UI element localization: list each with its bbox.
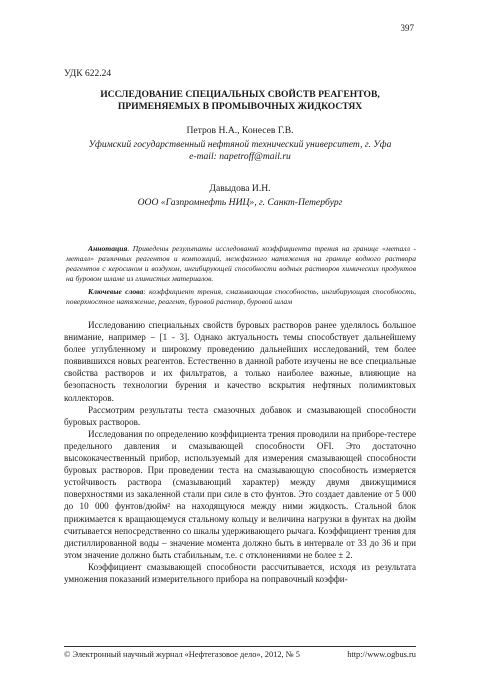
paragraph: Рассмотрим результаты теста смазочных добавок и смазывающей способности буровых растворов.: [64, 404, 416, 427]
body-text: [64, 319, 416, 585]
paragraph: Исследованию специальных свойств буровых растворов ранее уделялось большое внимание, например – [1 - 3]. Однако актуальность темы способствует дальнейшему более углубленному и широкому проведению дальнейших исследований, тем более появившихся новых реагентов. Естественно в данной работе изучены не все специальные свойства растворов и их фильтратов, а только наиболее важные, влияющие на безопасность технологии бурения и качество вскрытия нефтяных полимиктовых коллекторов.: [64, 320, 416, 403]
affiliation-1: Уфимский государственный нефтяной технический университет, г. Уфа: [88, 139, 392, 150]
paragraph: Исследования по определению коэффициента трения проводили на приборе-тестере предельного давления и смазывающей способности OFI. Это достаточно высококачественный прибор, используемый для измерения смазывающей способности буровых растворов. При проведении теста на смазывающую способность измеряется устойчивость раствора (смазывающий характер) между двумя движущимися поверхностями из закаленной стали при силе в сто фунтов. Это создает давление от 5 000 до 10 000 фунтов/дюйм² на находящуюся между ними жидкость. Стальной блок прижимается к вращающемуся стальному кольцу и величина нагрузки в фунтах на дюйм считывается непосредственно со шкалы удерживающего рычага. Коэффициент трения для дистиллированной воды – значение момента должно быть в интервале от 33 до 36 и при этом значение должно быть стабильным, т.е. с отклонениями не более ± 2.: [64, 428, 416, 560]
authors-1: Петров Н.А., Конесев Г.В.: [186, 125, 294, 136]
keywords: [66, 287, 416, 307]
footer: [64, 650, 416, 659]
footer-url[interactable]: http://www.ogbus.ru: [347, 650, 416, 659]
page-number: 397: [400, 23, 414, 33]
abstract: [66, 244, 416, 284]
author-block-1: [64, 125, 416, 163]
abstract-label: Аннотация: [88, 244, 128, 253]
udk-code: УДК 622.24: [64, 69, 112, 79]
keywords-label: Ключевые слова: [88, 287, 144, 296]
footer-journal: © Электронный научный журнал «Нефтегазовое дело», 2012, № 5: [64, 650, 300, 659]
email-1: e-mail: napetroff@mail.ru: [189, 151, 291, 162]
keywords-text: : коэффициент трения, смазывающая способность, ингибирующая способность, поверхностное натяжение, реагент, буровой раствор, буровой шлам: [66, 287, 416, 306]
footer-divider: [64, 646, 416, 647]
abstract-text: . Приведены результаты исследований коэффициента трения на границе «металл - металл» различных реагентов и композиций, межфазного натяжения на границе водного раствора реагентов с керосином и воздухом, ингибирующей способности водных растворов химических продуктов на буровом шламе из глинистых материалов.: [66, 244, 416, 283]
author-block-2: [64, 183, 416, 209]
affiliation-2: ООО «Газпромнефть НИЦ», г. Санкт-Петербург: [137, 197, 343, 208]
authors-2: Давыдова И.Н.: [209, 183, 271, 194]
paragraph: Коэффициент смазывающей способности рассчитывается, исходя из результата умножения показаний измерительного прибора на поправочный коэффи-: [64, 561, 416, 584]
article-title: [64, 89, 416, 113]
title-line-1: ИССЛЕДОВАНИЕ СПЕЦИАЛЬНЫХ СВОЙСТВ РЕАГЕНТОВ,: [100, 89, 380, 100]
title-line-2: ПРИМЕНЯЕМЫХ В ПРОМЫВОЧНЫХ ЖИДКОСТЯХ: [117, 101, 363, 112]
